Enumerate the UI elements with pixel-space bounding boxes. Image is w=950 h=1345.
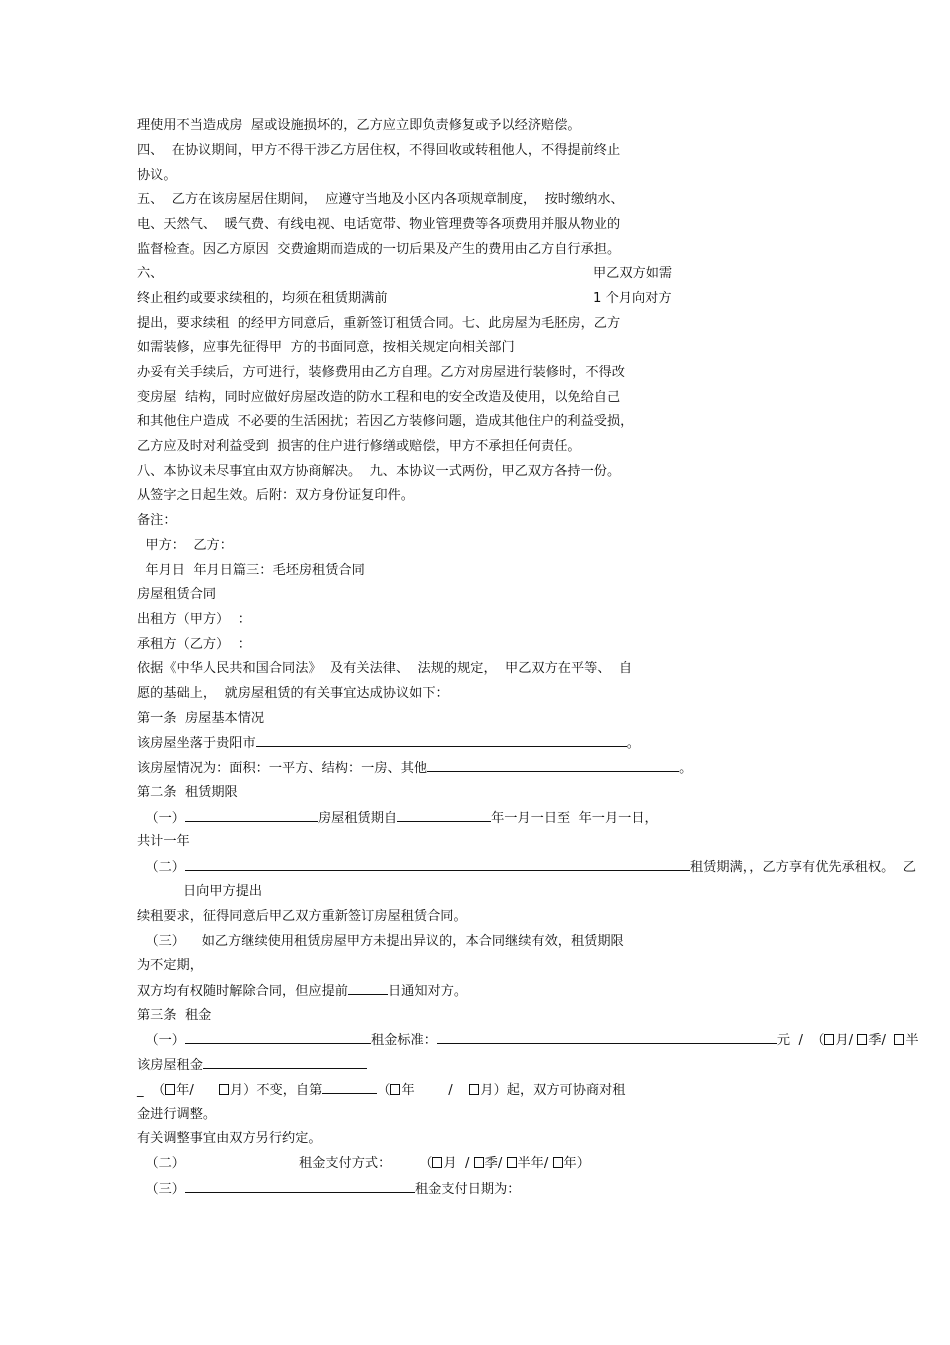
lease-term-line: （一） 房屋租赁期自 年一月一日至 年一月一日， [137,811,658,826]
checkbox[interactable] [894,1034,904,1045]
text-line: 终止租约或要求续租的，均须在租赁期满前 [137,291,388,306]
clause-8-9: 八、本协议未尽事宜由双方协商解决。 九、本协议一式两份，甲乙双方各持一份。 [137,464,621,479]
rent-amount-blank[interactable] [437,1031,777,1044]
text-line: 乙方应及时对利益受到 损害的住户进行修缮或赔偿，甲方不承担任何责任。 [137,439,581,454]
payment-date-line: （三） 租金支付日期为： [137,1182,521,1197]
checkbox[interactable] [857,1034,867,1045]
payment-blank[interactable] [185,1180,415,1193]
contract-title: 房屋租赁合同 [137,587,217,602]
rent-blank[interactable] [203,1056,367,1069]
text-line: 理使用不当造成房 屋或设施损坏的，乙方应立即负责修复或予以经济赔偿。 [137,118,581,133]
text-line: 从签字之日起生效。后附：双方身份证复印件。 [137,488,414,503]
notice-line: 双方均有权随时解除合同，但应提前 日通知对方。 [137,984,468,999]
property-condition-line: 该房屋情况为：面积：一平方、结构：一房、其他 。 [137,761,693,776]
text-line: 共计一年 [137,834,190,849]
rent-blank-1[interactable] [185,1031,371,1044]
text-line: 和其他住户造成 不必要的生活困扰；若因乙方装修问题，造成其他住户的利益受损， [137,414,634,429]
start-blank[interactable] [397,809,491,822]
address-blank[interactable] [256,734,627,747]
checkbox[interactable] [469,1084,479,1095]
text-line: 日向甲方提出 [183,884,263,899]
address-line: 该房屋坐落于贵阳市 。 [137,736,640,751]
other-blank[interactable] [427,759,679,772]
checkbox[interactable] [507,1157,517,1168]
text-line: 1 个月向对方 [593,291,672,306]
text-line: 为不定期， [137,958,203,973]
payment-method-line: （二） 租金支付方式： （ 月 / 季/ 半年/ 年） [137,1156,590,1171]
text-line: 甲乙双方如需 [593,266,673,281]
article-2-heading: 第二条 租赁期限 [137,785,238,800]
clause-4: 四、 在协议期间，甲方不得干涉乙方居住权，不得回收或转租他人，不得提前终止 [137,143,621,158]
checkbox[interactable] [474,1157,484,1168]
checkbox[interactable] [390,1084,400,1095]
notice-days-blank[interactable] [348,982,388,995]
remarks-label: 备注： [137,513,177,528]
address-label: 该房屋坐落于贵阳市 [137,736,256,751]
article-1-heading: 第一条 房屋基本情况 [137,711,265,726]
text-line: 金进行调整。 [137,1107,217,1122]
text-line: 电、天然气、 暖气费、有线电视、电话宽带、物业管理费等各项费用并服从物业的 [137,217,621,232]
text-line: 办妥有关手续后，方可进行，装修费用由乙方自理。乙方对房屋进行装修时，不得改 [137,365,625,380]
term-blank[interactable] [185,809,318,822]
checkbox[interactable] [824,1034,834,1045]
text-line: 续租要求，征得同意后甲乙双方重新签订房屋租赁合同。 [137,909,467,924]
checkbox[interactable] [432,1157,442,1168]
lessee-label: 承租方（乙方） ： [137,637,251,652]
text-line: 提出，要求续租 的经甲方同意后，重新签订租赁合同。七、此房屋为毛胚房，乙方 [137,316,621,331]
date-line: 年月日 年月日篇三：毛坯房租赁合同 [137,563,365,578]
signature-line: 甲方： 乙方： [137,538,233,553]
rent-adjust-line: _ （ 年/ 月）不变，自第 （ 年 / 月）起，双方可协商对租 [137,1083,626,1098]
text-line: 协议。 [137,168,177,183]
rent-line: 该房屋租金 [137,1056,367,1075]
checkbox[interactable] [165,1084,175,1095]
text-line: 如需装修，应事先征得甲 方的书面同意，按相关规定向相关部门 [137,340,515,355]
period-blank[interactable] [322,1081,377,1094]
renewal-blank[interactable] [185,858,690,871]
text-line: 监督检查。因乙方原因 交费逾期而造成的一切后果及产生的费用由乙方自行承担。 [137,242,621,257]
clause-5: 五、 乙方在该房屋居住期间， 应遵守当地及小区内各项规章制度， 按时缴纳水、 [137,192,624,207]
text-line: 有关调整事宜由双方另行约定。 [137,1131,322,1146]
text-line: 愿的基础上， 就房屋租赁的有关事宜达成协议如下： [137,686,449,701]
text-line: 变房屋 结构，同时应做好房屋改造的防水工程和电的安全改造及使用，以免给自己 [137,390,621,405]
clause-6-number: 六、 [137,266,164,281]
text-line: （三） 如乙方继续使用租赁房屋甲方未提出异议的，本合同继续有效，租赁期限 [137,934,624,949]
rent-standard-line: （一） 租金标准： 元 / （ 月/ 季/ 半 [137,1033,919,1048]
checkbox[interactable] [219,1084,229,1095]
text-line: 依据《中华人民共和国合同法》 及有关法律、 法规的规定， 甲乙双方在平等、 自 [137,661,633,676]
renewal-line: （二） 租赁期满，，乙方享有优先承租权。 乙 [137,860,916,875]
article-3-heading: 第三条 租金 [137,1008,212,1023]
checkbox[interactable] [553,1157,563,1168]
lessor-label: 出租方（甲方） ： [137,612,251,627]
